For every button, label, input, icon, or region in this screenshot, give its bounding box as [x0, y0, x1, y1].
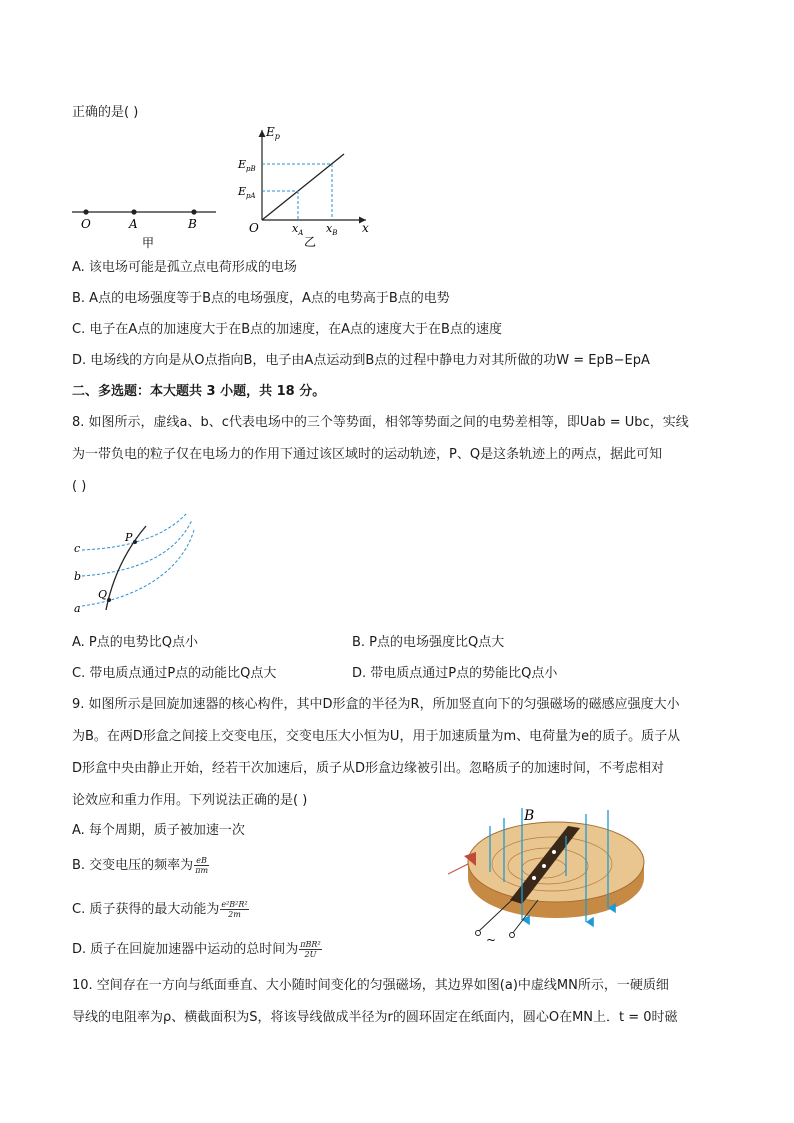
label-c: c: [74, 542, 81, 555]
q8-figure-equipotential: [70, 506, 200, 618]
q8-option-d: D. 带电质点通过P点的势能比Q点小: [352, 666, 558, 681]
q8-option-b: B. P点的电场强度比Q点大: [352, 635, 505, 650]
q8-stem-line-3: ( ): [72, 479, 87, 494]
q7-option-b: B. A点的电场强度等于B点的电场强度，A点的电势高于B点的电势: [72, 291, 450, 306]
q9-option-b-text: B. 交变电压的频率为: [72, 858, 194, 873]
q9-stem-line-2: 为B。在两D形盒之间接上交变电压，交变电压大小恒为U，用于加速质量为m、电荷量为e的质子。质子从: [72, 729, 681, 744]
caption-jia: 甲: [142, 236, 155, 250]
q7-figure-jia: [66, 198, 226, 254]
x-axis-label: x: [362, 221, 369, 235]
q9-stem-line-3: D形盒中央由静止开始，经若干次加速后，质子从D形盒边缘被引出。忽略质子的加速时间，不考虑相对: [72, 761, 665, 776]
label-Q: Q: [98, 588, 108, 601]
q7-option-d: D. 电场线的方向是从O点指向B，电子由A点运动到B点的过程中静电力对其所做的功W = EpB−EpA: [72, 353, 650, 368]
q9-option-d-text: D. 质子在回旋加速器中运动的总时间为: [72, 942, 299, 957]
point-A: A: [129, 217, 138, 231]
q9-option-d: [72, 940, 322, 959]
point-B: B: [188, 217, 197, 231]
x-tick-xA: $x_A$: [292, 222, 304, 237]
q7-stem-tail: 正确的是( ): [72, 105, 139, 120]
caption-yi: 乙: [304, 235, 317, 248]
q10-stem-line-1: 10. 空间存在一方向与纸面垂直、大小随时间变化的匀强磁场，其边界如图(a)中虚线MN所示，一硬质细: [72, 978, 669, 993]
q9-option-d-fraction: $\frac{\text{πBR²}}{2U}$: [300, 940, 321, 959]
label-b: b: [74, 570, 82, 583]
label-ac: ~: [486, 933, 497, 947]
q8-stem-line-1: 8. 如图所示，虚线a、b、c代表电场中的三个等势面，相邻等势面之间的电势差相等，即Uab = Ubc，实线: [72, 415, 689, 430]
origin-O: O: [249, 221, 259, 235]
q8-option-c: C. 带电质点通过P点的动能比Q点大: [72, 666, 277, 681]
q9-option-b-fraction: $\frac{eB}{\pi m}$: [195, 856, 209, 875]
q9-option-c: [72, 900, 249, 919]
section-heading-multi-choice: 二、多选题：本大题共 3 小题，共 18 分。: [72, 384, 326, 399]
label-a: a: [74, 602, 81, 615]
q10-stem-line-2: 导线的电阻率为ρ、横截面积为S，将该导线做成半径为r的圆环固定在纸面内，圆心O在MN上．t = 0时磁: [72, 1010, 678, 1025]
q7-figure-yi: [232, 124, 382, 248]
q7-option-c: C. 电子在A点的加速度大于在B点的加速度，在A点的速度大于在B点的速度: [72, 322, 502, 337]
q8-option-a: A. P点的电势比Q点小: [72, 635, 199, 650]
q9-option-c-fraction: $\frac{\text{e²B²R²}}{2m}$: [221, 900, 248, 919]
y-axis-label: $E_p$: [266, 125, 280, 141]
q9-stem-line-4: 论效应和重力作用。下列说法正确的是( ): [72, 793, 308, 808]
y-tick-EpB: $E_{pB}$: [238, 158, 256, 173]
q9-figure-cyclotron: [448, 804, 654, 948]
label-P: P: [125, 531, 133, 544]
q9-option-a: A. 每个周期，质子被加速一次: [72, 823, 245, 838]
q9-option-b: [72, 856, 209, 875]
q7-option-a: A. 该电场可能是孤立点电荷形成的电场: [72, 260, 297, 275]
q9-stem-line-1: 9. 如图所示是回旋加速器的核心构件，其中D形盒的半径为R，所加竖直向下的匀强磁场的磁感应强度大小: [72, 697, 680, 712]
q9-option-c-text: C. 质子获得的最大动能为: [72, 902, 220, 917]
label-B: B: [524, 808, 535, 824]
point-O: O: [81, 217, 91, 231]
q8-stem-line-2: 为一带负电的粒子仅在电场力的作用下通过该区域时的运动轨迹，P、Q是这条轨迹上的两点，据此可知: [72, 447, 663, 462]
y-tick-EpA: $E_{pA}$: [238, 185, 256, 200]
x-tick-xB: $x_B$: [326, 222, 338, 237]
